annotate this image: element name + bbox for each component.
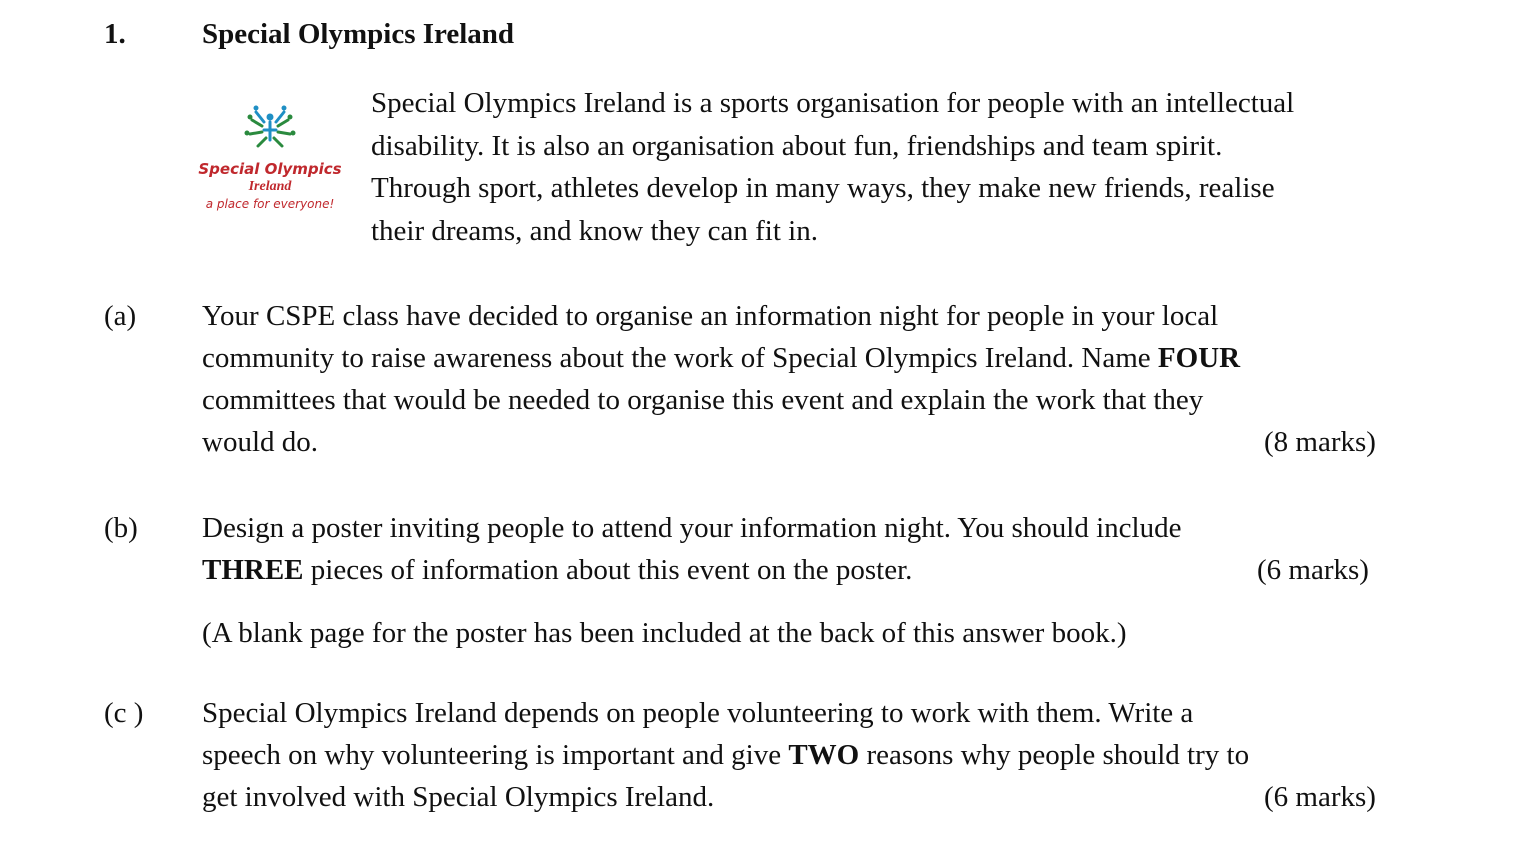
intro-line: Special Olympics Ireland is a sports organisation for people with an intellectual [371, 87, 1295, 119]
intro-paragraph [371, 82, 1431, 252]
part-a-label: (a) [104, 300, 137, 332]
part-a-line2-text: community to raise awareness about the work of Special Olympics Ireland. Name [202, 342, 1158, 374]
logo-tagline: a place for everyone! [205, 197, 335, 211]
part-b-line: Design a poster inviting people to attend your information night. You should include [202, 512, 1182, 544]
emphasis-four: FOUR [1157, 342, 1241, 374]
part-a-line: would do. [202, 426, 318, 458]
logo-wordmark: Special Olympics [198, 160, 342, 178]
part-c-marks: (6 marks) [1264, 781, 1376, 813]
emphasis-three: THREE [202, 554, 304, 586]
part-c-line: Special Olympics Ireland depends on people volunteering to work with them. Write a [202, 697, 1194, 729]
logo-country: Ireland [248, 179, 292, 194]
emphasis-two: TWO [788, 739, 860, 771]
intro-line: their dreams, and know they can fit in. [371, 214, 818, 247]
part-c-line2-post: reasons why people should try to [859, 739, 1250, 771]
part-b-line [202, 549, 1181, 591]
logo-figures-icon [182, 100, 358, 160]
part-a-line: Your CSPE class have decided to organise an information night for people in your local [202, 300, 1219, 332]
part-a-line: committees that would be needed to organise this event and explain the work that they [202, 384, 1204, 416]
special-olympics-logo [182, 100, 358, 230]
part-c-label: (c ) [104, 697, 144, 729]
part-c-line [202, 734, 1249, 776]
part-b-note: (A blank page for the poster has been included at the back of this answer book.) [202, 617, 1127, 649]
part-a-text [202, 295, 1240, 463]
part-b-text [202, 507, 1181, 591]
part-a-line [202, 337, 1240, 379]
part-b-marks: (6 marks) [1257, 554, 1369, 586]
part-c-line2-pre: speech on why volunteering is important and give [202, 739, 789, 771]
intro-line: Through sport, athletes develop in many ways, they make new friends, realise [371, 172, 1275, 204]
part-b-line2-text: pieces of information about this event on the poster. [303, 554, 913, 586]
question-number: 1. [104, 18, 126, 50]
intro-line: disability. It is also an organisation about fun, friendships and team spirit. [371, 129, 1223, 162]
question-title: Special Olympics Ireland [202, 18, 515, 50]
part-b-label: (b) [104, 512, 138, 544]
part-c-text [202, 692, 1249, 818]
part-a-marks: (8 marks) [1264, 426, 1376, 458]
part-c-line: get involved with Special Olympics Ireland. [202, 781, 715, 813]
